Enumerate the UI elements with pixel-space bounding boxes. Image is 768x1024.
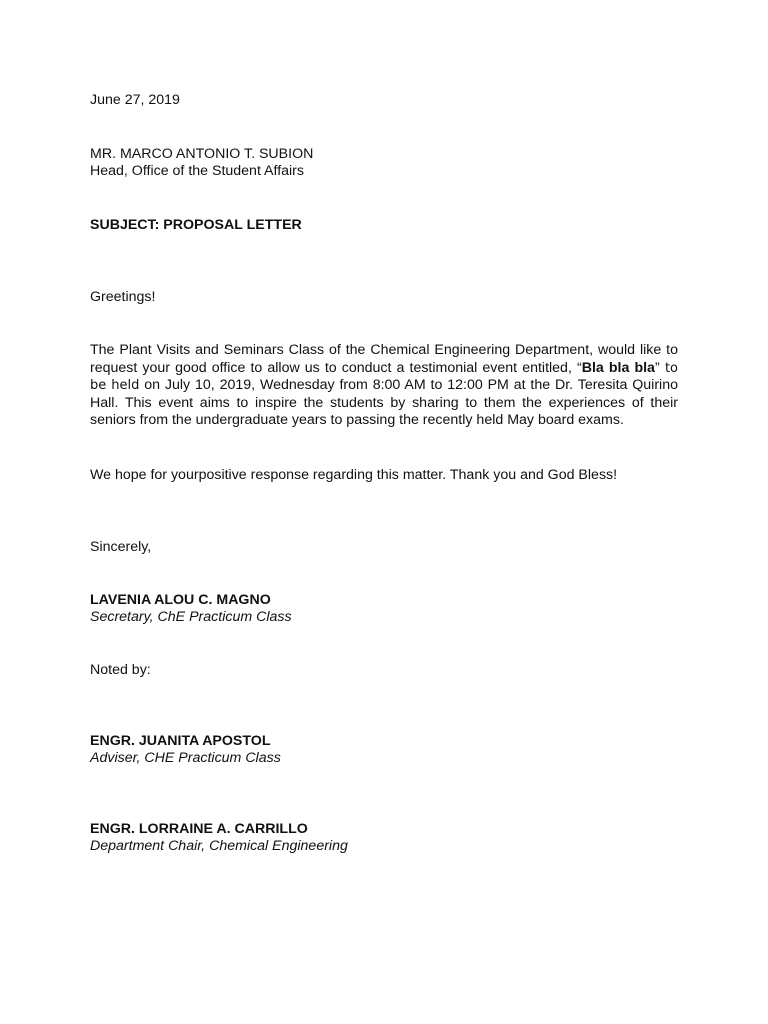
- recipient-name: MR. MARCO ANTONIO T. SUBION: [90, 146, 314, 162]
- body-text-part3: on July 10, 2019, Wednesday from 8:00 AM to 12:00 PM at the Dr. Teresita Quirino Hall. This event aims to inspire the students by sharing to them the experiences of their seniors from the undergraduate years to passing the recently held May board exams.: [90, 377, 678, 429]
- noter-title: Department Chair, Chemical Engineering: [90, 838, 348, 854]
- body-paragraph: [90, 342, 678, 430]
- noted-by-label: Noted by:: [90, 662, 151, 678]
- noter-title: Adviser, CHE Practicum Class: [90, 750, 281, 766]
- body-text-part1: The Plant Visits and Seminars Class of the Chemical Engineering Department, would like to request your good office to allow us to conduct a testimonial event entitled, “: [90, 342, 678, 376]
- closing-paragraph: We hope for yourpositive response regarding this matter. Thank you and God Bless!: [90, 467, 618, 483]
- recipient-title: Head, Office of the Student Affairs: [90, 163, 304, 179]
- body-text-part2: ”: [654, 359, 660, 376]
- sender-title: Secretary, ChE Practicum Class: [90, 609, 292, 625]
- sender-name: LAVENIA ALOU C. MAGNO: [90, 592, 271, 608]
- noter-name: ENGR. JUANITA APOSTOL: [90, 733, 271, 749]
- noter-name: ENGR. LORRAINE A. CARRILLO: [90, 821, 308, 837]
- letter-subject: SUBJECT: PROPOSAL LETTER: [90, 217, 302, 233]
- body-text-held: to be held: [90, 360, 679, 394]
- sign-off: Sincerely,: [90, 539, 152, 555]
- letter-date: June 27, 2019: [90, 92, 180, 108]
- event-title: Bla bla bla: [581, 359, 655, 376]
- letter-greeting: Greetings!: [90, 289, 156, 305]
